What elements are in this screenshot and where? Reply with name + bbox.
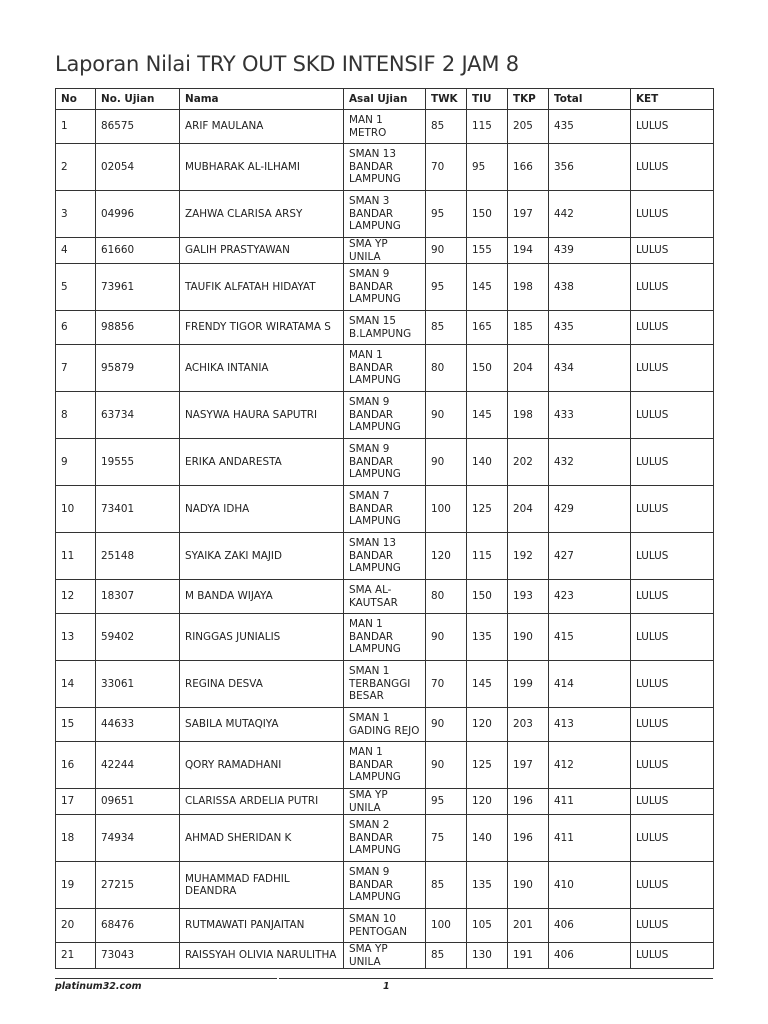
table-row	[56, 943, 714, 969]
cell-no: 20	[56, 909, 96, 943]
cell-ket: LULUS	[631, 191, 714, 238]
cell-nama: RAISSYAH OLIVIA NARULITHA	[180, 943, 344, 969]
column-header-asal-ujian: Asal Ujian	[344, 89, 426, 110]
cell-total: 434	[549, 345, 631, 392]
cell-nama: MUHAMMAD FADHIL DEANDRA	[180, 862, 344, 909]
cell-no: 14	[56, 661, 96, 708]
cell-asal-ujian: SMAN 13 BANDAR LAMPUNG	[344, 533, 426, 580]
score-table	[55, 88, 714, 969]
cell-nama: CLARISSA ARDELIA PUTRI	[180, 789, 344, 815]
cell-total: 435	[549, 311, 631, 345]
cell-total: 410	[549, 862, 631, 909]
cell-total: 356	[549, 144, 631, 191]
cell-tiu: 145	[467, 661, 508, 708]
cell-no: 10	[56, 486, 96, 533]
cell-asal-ujian: SMAN 13 BANDAR LAMPUNG	[344, 144, 426, 191]
cell-total: 438	[549, 264, 631, 311]
cell-asal-ujian: SMAN 1 TERBANGGI BESAR	[344, 661, 426, 708]
table-row	[56, 862, 714, 909]
cell-tkp: 190	[508, 862, 549, 909]
cell-tkp: 197	[508, 191, 549, 238]
cell-asal-ujian: MAN 1 BANDAR LAMPUNG	[344, 345, 426, 392]
cell-asal-ujian: SMAN 9 BANDAR LAMPUNG	[344, 392, 426, 439]
table-row	[56, 661, 714, 708]
cell-twk: 80	[426, 580, 467, 614]
cell-no-ujian: 27215	[96, 862, 180, 909]
cell-no: 5	[56, 264, 96, 311]
cell-nama: REGINA DESVA	[180, 661, 344, 708]
cell-total: 406	[549, 943, 631, 969]
column-header-nama: Nama	[180, 89, 344, 110]
cell-tiu: 150	[467, 345, 508, 392]
cell-tiu: 140	[467, 815, 508, 862]
cell-no: 7	[56, 345, 96, 392]
cell-asal-ujian: MAN 1 BANDAR LAMPUNG	[344, 742, 426, 789]
cell-twk: 90	[426, 614, 467, 661]
column-header-no: No	[56, 89, 96, 110]
cell-nama: ARIF MAULANA	[180, 110, 344, 144]
cell-tkp: 196	[508, 789, 549, 815]
cell-total: 442	[549, 191, 631, 238]
table-row	[56, 392, 714, 439]
cell-twk: 90	[426, 742, 467, 789]
cell-tiu: 155	[467, 238, 508, 264]
cell-ket: LULUS	[631, 661, 714, 708]
cell-no-ujian: 42244	[96, 742, 180, 789]
cell-twk: 85	[426, 943, 467, 969]
cell-ket: LULUS	[631, 909, 714, 943]
footer-divider-right	[279, 978, 713, 979]
page-number: 1	[383, 981, 390, 992]
cell-tkp: 196	[508, 815, 549, 862]
column-header-twk: TWK	[426, 89, 467, 110]
table-body	[56, 110, 714, 969]
table-row	[56, 238, 714, 264]
cell-asal-ujian: SMAN 2 BANDAR LAMPUNG	[344, 815, 426, 862]
column-header-tiu: TIU	[467, 89, 508, 110]
cell-tiu: 145	[467, 264, 508, 311]
cell-asal-ujian: MAN 1 METRO	[344, 110, 426, 144]
table-row	[56, 486, 714, 533]
table-row	[56, 708, 714, 742]
cell-no-ujian: 74934	[96, 815, 180, 862]
cell-twk: 95	[426, 789, 467, 815]
cell-no-ujian: 18307	[96, 580, 180, 614]
table-row	[56, 345, 714, 392]
cell-tiu: 115	[467, 533, 508, 580]
cell-asal-ujian: SMA YP UNILA	[344, 943, 426, 969]
table-row	[56, 110, 714, 144]
cell-no: 16	[56, 742, 96, 789]
cell-twk: 75	[426, 815, 467, 862]
cell-ket: LULUS	[631, 110, 714, 144]
cell-tiu: 135	[467, 614, 508, 661]
cell-twk: 85	[426, 110, 467, 144]
cell-no: 9	[56, 439, 96, 486]
cell-twk: 95	[426, 191, 467, 238]
cell-ket: LULUS	[631, 345, 714, 392]
cell-no-ujian: 73961	[96, 264, 180, 311]
cell-no-ujian: 44633	[96, 708, 180, 742]
cell-tkp: 191	[508, 943, 549, 969]
cell-no-ujian: 73043	[96, 943, 180, 969]
cell-tiu: 95	[467, 144, 508, 191]
cell-asal-ujian: SMA YP UNILA	[344, 789, 426, 815]
cell-nama: ACHIKA INTANIA	[180, 345, 344, 392]
column-header-total: Total	[549, 89, 631, 110]
cell-tkp: 190	[508, 614, 549, 661]
table-row	[56, 144, 714, 191]
column-header-no-ujian: No. Ujian	[96, 89, 180, 110]
cell-total: 427	[549, 533, 631, 580]
cell-tkp: 198	[508, 264, 549, 311]
cell-total: 432	[549, 439, 631, 486]
cell-tkp: 203	[508, 708, 549, 742]
cell-ket: LULUS	[631, 580, 714, 614]
column-header-ket: KET	[631, 89, 714, 110]
cell-tiu: 115	[467, 110, 508, 144]
cell-no: 2	[56, 144, 96, 191]
cell-tiu: 125	[467, 486, 508, 533]
cell-total: 411	[549, 789, 631, 815]
cell-asal-ujian: SMAN 3 BANDAR LAMPUNG	[344, 191, 426, 238]
cell-twk: 70	[426, 144, 467, 191]
cell-total: 413	[549, 708, 631, 742]
cell-no-ujian: 09651	[96, 789, 180, 815]
cell-no: 19	[56, 862, 96, 909]
cell-nama: QORY RAMADHANI	[180, 742, 344, 789]
cell-twk: 85	[426, 862, 467, 909]
table-row	[56, 909, 714, 943]
table-header-row	[56, 89, 714, 110]
cell-no: 1	[56, 110, 96, 144]
cell-total: 414	[549, 661, 631, 708]
cell-tkp: 193	[508, 580, 549, 614]
cell-no-ujian: 61660	[96, 238, 180, 264]
cell-ket: LULUS	[631, 238, 714, 264]
cell-tkp: 201	[508, 909, 549, 943]
cell-ket: LULUS	[631, 815, 714, 862]
cell-nama: AHMAD SHERIDAN K	[180, 815, 344, 862]
cell-no-ujian: 04996	[96, 191, 180, 238]
cell-no-ujian: 68476	[96, 909, 180, 943]
cell-tiu: 165	[467, 311, 508, 345]
cell-ket: LULUS	[631, 144, 714, 191]
cell-tkp: 166	[508, 144, 549, 191]
cell-nama: RUTMAWATI PANJAITAN	[180, 909, 344, 943]
cell-twk: 90	[426, 238, 467, 264]
cell-tiu: 120	[467, 789, 508, 815]
table-row	[56, 264, 714, 311]
table-row	[56, 439, 714, 486]
cell-no: 8	[56, 392, 96, 439]
cell-tkp: 202	[508, 439, 549, 486]
cell-no-ujian: 59402	[96, 614, 180, 661]
cell-total: 423	[549, 580, 631, 614]
cell-nama: SYAIKA ZAKI MAJID	[180, 533, 344, 580]
table-row	[56, 191, 714, 238]
column-header-tkp: TKP	[508, 89, 549, 110]
cell-no: 11	[56, 533, 96, 580]
cell-asal-ujian: MAN 1 BANDAR LAMPUNG	[344, 614, 426, 661]
cell-twk: 90	[426, 708, 467, 742]
cell-no: 13	[56, 614, 96, 661]
cell-asal-ujian: SMA YP UNILA	[344, 238, 426, 264]
cell-tiu: 145	[467, 392, 508, 439]
table-row	[56, 742, 714, 789]
cell-ket: LULUS	[631, 708, 714, 742]
cell-nama: FRENDY TIGOR WIRATAMA S	[180, 311, 344, 345]
cell-tiu: 125	[467, 742, 508, 789]
cell-tiu: 140	[467, 439, 508, 486]
cell-ket: LULUS	[631, 486, 714, 533]
cell-no: 12	[56, 580, 96, 614]
cell-twk: 100	[426, 486, 467, 533]
cell-asal-ujian: SMAN 9 BANDAR LAMPUNG	[344, 439, 426, 486]
cell-no: 21	[56, 943, 96, 969]
cell-no-ujian: 25148	[96, 533, 180, 580]
cell-tkp: 204	[508, 486, 549, 533]
cell-ket: LULUS	[631, 311, 714, 345]
cell-ket: LULUS	[631, 742, 714, 789]
cell-tkp: 185	[508, 311, 549, 345]
cell-no-ujian: 98856	[96, 311, 180, 345]
cell-asal-ujian: SMAN 1 GADING REJO	[344, 708, 426, 742]
cell-asal-ujian: SMAN 7 BANDAR LAMPUNG	[344, 486, 426, 533]
cell-tkp: 192	[508, 533, 549, 580]
footer-divider-left	[55, 978, 277, 979]
cell-no: 18	[56, 815, 96, 862]
cell-total: 415	[549, 614, 631, 661]
cell-no-ujian: 63734	[96, 392, 180, 439]
cell-no-ujian: 73401	[96, 486, 180, 533]
cell-ket: LULUS	[631, 862, 714, 909]
cell-tkp: 205	[508, 110, 549, 144]
cell-no-ujian: 33061	[96, 661, 180, 708]
cell-tkp: 204	[508, 345, 549, 392]
cell-tiu: 135	[467, 862, 508, 909]
cell-nama: ERIKA ANDARESTA	[180, 439, 344, 486]
cell-ket: LULUS	[631, 392, 714, 439]
cell-total: 429	[549, 486, 631, 533]
cell-no-ujian: 02054	[96, 144, 180, 191]
cell-total: 439	[549, 238, 631, 264]
cell-total: 412	[549, 742, 631, 789]
table-row	[56, 311, 714, 345]
cell-twk: 90	[426, 439, 467, 486]
table-row	[56, 789, 714, 815]
cell-no: 15	[56, 708, 96, 742]
cell-twk: 70	[426, 661, 467, 708]
cell-ket: LULUS	[631, 533, 714, 580]
cell-no-ujian: 86575	[96, 110, 180, 144]
cell-nama: GALIH PRASTYAWAN	[180, 238, 344, 264]
cell-twk: 85	[426, 311, 467, 345]
cell-asal-ujian: SMAN 15 B.LAMPUNG	[344, 311, 426, 345]
table-row	[56, 580, 714, 614]
cell-nama: NASYWA HAURA SAPUTRI	[180, 392, 344, 439]
cell-nama: SABILA MUTAQIYA	[180, 708, 344, 742]
cell-tiu: 105	[467, 909, 508, 943]
cell-ket: LULUS	[631, 789, 714, 815]
cell-total: 433	[549, 392, 631, 439]
cell-no: 4	[56, 238, 96, 264]
cell-no: 17	[56, 789, 96, 815]
table-row	[56, 533, 714, 580]
footer-site: platinum32.com	[55, 981, 142, 992]
cell-asal-ujian: SMAN 10 PENTOGAN	[344, 909, 426, 943]
cell-nama: TAUFIK ALFATAH HIDAYAT	[180, 264, 344, 311]
cell-twk: 90	[426, 392, 467, 439]
cell-no: 6	[56, 311, 96, 345]
cell-twk: 100	[426, 909, 467, 943]
cell-total: 411	[549, 815, 631, 862]
cell-tiu: 150	[467, 191, 508, 238]
cell-asal-ujian: SMAN 9 BANDAR LAMPUNG	[344, 862, 426, 909]
cell-tkp: 197	[508, 742, 549, 789]
cell-nama: RINGGAS JUNIALIS	[180, 614, 344, 661]
cell-nama: MUBHARAK AL-ILHAMI	[180, 144, 344, 191]
cell-ket: LULUS	[631, 264, 714, 311]
cell-total: 406	[549, 909, 631, 943]
cell-ket: LULUS	[631, 943, 714, 969]
cell-twk: 120	[426, 533, 467, 580]
cell-nama: ZAHWA CLARISA ARSY	[180, 191, 344, 238]
cell-no-ujian: 19555	[96, 439, 180, 486]
cell-nama: NADYA IDHA	[180, 486, 344, 533]
cell-nama: M BANDA WIJAYA	[180, 580, 344, 614]
cell-tkp: 199	[508, 661, 549, 708]
cell-total: 435	[549, 110, 631, 144]
cell-twk: 95	[426, 264, 467, 311]
cell-asal-ujian: SMA AL-KAUTSAR	[344, 580, 426, 614]
cell-tiu: 150	[467, 580, 508, 614]
cell-tiu: 120	[467, 708, 508, 742]
cell-ket: LULUS	[631, 439, 714, 486]
cell-tiu: 130	[467, 943, 508, 969]
page-title: Laporan Nilai TRY OUT SKD INTENSIF 2 JAM 8	[55, 52, 519, 76]
cell-asal-ujian: SMAN 9 BANDAR LAMPUNG	[344, 264, 426, 311]
cell-tkp: 198	[508, 392, 549, 439]
table-row	[56, 614, 714, 661]
cell-ket: LULUS	[631, 614, 714, 661]
cell-no-ujian: 95879	[96, 345, 180, 392]
cell-twk: 80	[426, 345, 467, 392]
table-row	[56, 815, 714, 862]
cell-tkp: 194	[508, 238, 549, 264]
cell-no: 3	[56, 191, 96, 238]
